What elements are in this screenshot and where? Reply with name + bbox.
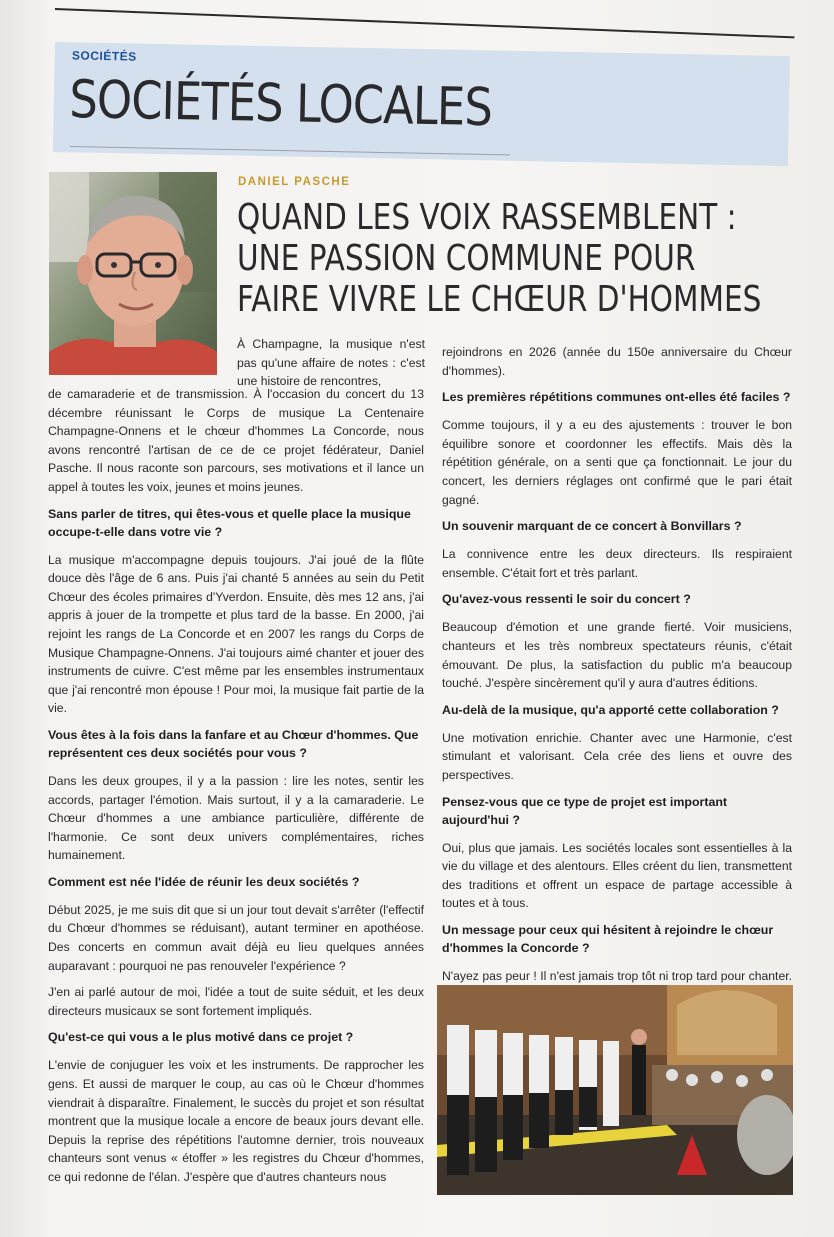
answer-1: La musique m'accompagne depuis toujours. J'ai joué de la flûte douce dès l'âge de 6 ans. Puis j'ai chanté 5 années au sein du Petit Chœur des écoles primaires d'Yverdon. Ensuite, dès mes 12 ans, j'ai appris à jouer de la trompette et plus tard de la basse. En 2000, j'ai rejoint les rangs de La Concorde et en 2007 les rangs du Corps de Musique Champagne-Onnens. J'ai toujours aimé chanter et jouer des instruments de cuivre. C'est même par les ensembles instrumentaux que j'ai rencontré mon épouse ! Pour moi, la musique fait partie de la vie. [48, 552, 424, 716]
answer-3a: Début 2025, je me suis dit que si un jour tout devait s'arrêter (l'effectif du Chœur d'hommes se réduisant), autant terminer en apothéose. Des concerts en commun avait déjà eu lieu quelques années auparavant : pourquoi ne pas renouveler l'expérience ? [48, 902, 424, 973]
author-portrait-photo [49, 172, 217, 375]
question-8: Au-delà de la musique, qu'a apporté cette collaboration ? [442, 702, 779, 717]
answer-7: Beaucoup d'émotion et une grande fierté. Voir musiciens, chanteurs et les très nombreux spectateurs réunis, c'était émouvant. De plus, la satisfaction du public m'a beaucoup touché. J'espère sincèrement qu'il y aura d'autres éditions. [442, 620, 792, 691]
concert-photo [437, 985, 793, 1195]
question-9: Pensez-vous que ce type de projet est important aujourd'hui ? [442, 794, 728, 827]
answer-4: L'envie de conjuguer les voix et les instruments. De rapprocher les gens. Et aussi de marquer le coup, au cas où le Chœur d'hommes viendrait à disparaître. Finalement, le succès du projet et son résultat montrent que la musique locale a encore de beaux jours devant elle. Depuis la reprise des répétitions l'automne dernier, trois nouveaux chanteurs sont venus « étoffer » les registres du Chœur d'hommes, ce qui redonne de l'élan. J'espère que d'autres chanteurs nous [48, 1058, 424, 1184]
section-title: SOCIÉTÉS LOCALES [68, 70, 493, 139]
headline-line-3: FAIRE VIVRE LE CHŒUR D'HOMMES [237, 279, 762, 320]
right-lead: rejoindrons en 2026 (année du 150e anniversaire du Chœur d'hommes). [442, 345, 792, 378]
portrait-illustration [49, 172, 217, 375]
question-5: Les premières répétitions communes ont-elles été faciles ? [442, 390, 791, 405]
answer-10: N'ayez pas peur ! Il n'est jamais trop tôt ni trop tard pour chanter. [442, 968, 792, 983]
question-7: Qu'avez-vous ressenti le soir du concert ? [442, 592, 691, 607]
question-2: Vous êtes à la fois dans la fanfare et au Chœur d'hommes. Que représentent ces deux sociétés pour vous ? [48, 727, 419, 760]
answer-3b: J'en ai parlé autour de moi, l'idée a tout de suite séduit, et les deux directeurs musicaux se sont fortement impliqués. [48, 985, 424, 1018]
left-column [48, 385, 424, 1195]
question-3: Comment est née l'idée de réunir les deux sociétés ? [48, 874, 360, 889]
question-4: Qu'est-ce qui vous a le plus motivé dans ce projet ? [48, 1030, 354, 1045]
article-headline [237, 197, 762, 320]
question-1: Sans parler de titres, qui êtes-vous et quelle place la musique occupe-t-elle dans votre vie ? [48, 506, 411, 539]
question-10: Un message pour ceux qui hésitent à rejoindre le chœur d'hommes la Concorde ? [442, 922, 774, 955]
answer-6: La connivence entre les deux directeurs. Ils respiraient ensemble. C'était fort et très parlant. [442, 547, 792, 580]
answer-8: Une motivation enrichie. Chanter avec une Harmonie, c'est stimulant et valorisant. Cela crée des liens et ouvre des perspectives. [442, 730, 792, 782]
question-6: Un souvenir marquant de ce concert à Bonvillars ? [442, 519, 742, 534]
answer-9: Oui, plus que jamais. Les sociétés locales sont essentielles à la vie du village et des alentours. Elles créent du lien, transmettent des traditions et offrent un espace de partage accessible à toutes et à tous. [442, 840, 792, 911]
intro-paragraph: de camaraderie et de transmission. À l'occasion du concert du 13 décembre réunissant le Corps de musique La Centenaire Champagne-Onnens et le chœur d'hommes La Concorde, nous avons rencontré l'artisan de ce de ce projet fédérateur, Daniel Pasche. Il nous raconte son parcours, ses motivations et il lance un appel à toutes les voix, jeunes et moins jeunes. [48, 387, 424, 494]
concert-illustration [437, 985, 793, 1195]
author-name: DANIEL PASCHE [238, 176, 351, 188]
headline-line-2: UNE PASSION COMMUNE POUR [237, 238, 696, 279]
answer-2: Dans les deux groupes, il y a la passion : lire les notes, sentir les accords, partager l'émotion. Mais surtout, il y a la camaraderie. Le Chœur d'hommes a une ambiance particulière, différente de l'harmonie. Ce sont deux univers complémentaires, riches humainement. [48, 773, 424, 863]
answer-5: Comme toujours, il y a eu des ajustements : trouver le bon équilibre sonore et coordonner les effectifs. Mais dès la répétition générale, on a senti que ça fonctionnait. Le jour du concert, les derniers réglages ont confirmé que le pari était gagné. [442, 418, 792, 507]
section-label: SOCIÉTÉS [71, 48, 137, 64]
intro-short: À Champagne, la musique n'est pas qu'une affaire de notes : c'est une histoire de rencontres, [237, 337, 425, 389]
headline-line-1: QUAND LES VOIX RASSEMBLENT : [237, 197, 737, 238]
right-column [442, 343, 792, 1049]
